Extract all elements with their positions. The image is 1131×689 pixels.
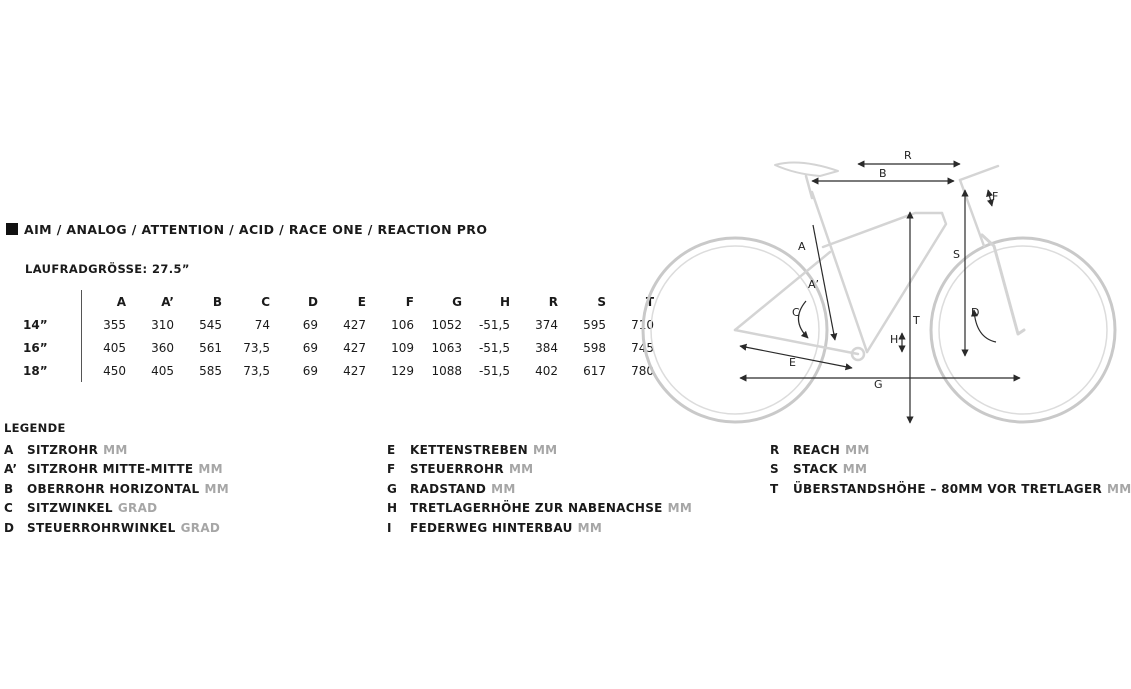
top-tube [823, 213, 942, 247]
fork [982, 235, 1024, 334]
legend-unit: MM [845, 442, 870, 457]
legend-item [4, 479, 229, 499]
legend-key: I [387, 520, 392, 535]
table-cell: -51,5 [478, 340, 510, 355]
legend-key: A’ [4, 462, 18, 477]
legend-item [387, 518, 692, 538]
label-r: R [904, 149, 912, 162]
table-cell: 405 [103, 340, 126, 355]
column-header: B [212, 294, 222, 309]
table-cell: 402 [535, 363, 558, 378]
table-cell: 617 [583, 363, 606, 378]
legend-key: F [387, 462, 396, 477]
legend-item [387, 479, 692, 499]
legend-unit: GRAD [117, 501, 158, 516]
seat-stay [735, 252, 830, 330]
legend-key: D [4, 520, 15, 535]
table-cell: 1052 [431, 317, 462, 332]
dimension-labels [789, 149, 998, 391]
table-header-row [20, 290, 658, 313]
legend-title: LEGENDE [4, 421, 66, 435]
table-row [20, 359, 658, 382]
label-g: G [874, 378, 883, 391]
geometry-table [20, 290, 658, 382]
table-cell: 427 [343, 317, 366, 332]
column-header: F [405, 294, 414, 309]
label-a: A [798, 240, 806, 253]
legend-item [387, 460, 692, 480]
legend-unit: MM [577, 520, 603, 535]
legend-label: STEUERROHRWINKEL [27, 520, 176, 535]
table-cell: 109 [391, 340, 414, 355]
saddle [775, 163, 838, 176]
legend-item [4, 460, 229, 480]
label-b: B [879, 167, 887, 180]
legend-key: G [387, 481, 398, 496]
table-cell: 106 [391, 317, 414, 332]
legend-label: TRETLAGERHÖHE ZUR NABENACHSE [410, 501, 663, 516]
legend-key: S [770, 462, 779, 477]
model-title [6, 221, 487, 237]
legend-unit: MM [204, 481, 229, 496]
column-header: E [357, 294, 366, 309]
label-s: S [953, 248, 960, 261]
legend-column-1 [4, 440, 229, 538]
column-header: G [452, 294, 462, 309]
legend-unit: MM [667, 501, 693, 516]
table-cell: 780 [631, 363, 654, 378]
legend-label: SITZROHR [27, 442, 99, 457]
column-header: D [308, 294, 318, 309]
legend-unit: GRAD [180, 520, 221, 535]
legend-label: RADSTAND [410, 481, 487, 496]
legend-item [770, 440, 1131, 460]
legend-key: T [770, 481, 779, 496]
legend-key: C [4, 501, 14, 516]
label-d: D [971, 306, 980, 319]
table-cell: 384 [535, 340, 558, 355]
table-cell: -51,5 [478, 317, 510, 332]
seat-tube [812, 192, 867, 352]
column-header: S [597, 294, 606, 309]
legend-unit: MM [508, 462, 534, 477]
table-cell: 585 [199, 363, 222, 378]
legend-key: A [4, 442, 14, 457]
frame-size-cell: 18” [20, 359, 82, 382]
legend-unit: MM [491, 481, 516, 496]
table-cell: 69 [302, 340, 318, 355]
table-cell: 69 [302, 363, 318, 378]
stem [960, 166, 998, 180]
table-cell: -51,5 [478, 363, 510, 378]
legend-item [4, 499, 229, 519]
legend-unit: MM [103, 442, 128, 457]
down-tube [867, 213, 946, 352]
legend-label: FEDERWEG HINTERBAU [410, 520, 573, 535]
table-cell: 74 [254, 317, 270, 332]
table-cell: 69 [302, 317, 318, 332]
model-title-text: AIM / ANALOG / ATTENTION / ACID / RACE ONE / REACTION PRO [24, 221, 488, 237]
label-f: F [992, 190, 999, 203]
table-cell: 1063 [431, 340, 462, 355]
legend-item [770, 479, 1131, 499]
table-cell: 710 [631, 317, 654, 332]
column-header: A [116, 294, 126, 309]
label-e: E [789, 356, 796, 369]
table-cell: 73,5 [243, 340, 270, 355]
table-cell: 374 [535, 317, 558, 332]
table-cell: 598 [583, 340, 606, 355]
legend-item [4, 440, 229, 460]
table-cell: 450 [103, 363, 126, 378]
legend-label: ÜBERSTANDSHÖHE – 80MM VOR TRETLAGER [793, 481, 1102, 496]
legend-key: B [4, 481, 14, 496]
table-cell: 1088 [431, 363, 462, 378]
legend-key: H [387, 501, 398, 516]
legend-item [387, 440, 692, 460]
head-tube [960, 180, 984, 246]
table-cell: 427 [343, 340, 366, 355]
seatpost [806, 176, 812, 198]
legend-unit: MM [198, 462, 223, 477]
legend-unit: MM [532, 442, 558, 457]
legend-label: KETTENSTREBEN [410, 442, 528, 457]
table-cell: 405 [151, 363, 174, 378]
table-cell: 545 [199, 317, 222, 332]
column-header: T [645, 294, 654, 309]
label-t: T [913, 314, 920, 327]
legend-item [387, 499, 692, 519]
column-header: C [261, 294, 270, 309]
table-cell: 73,5 [243, 363, 270, 378]
table-row [20, 336, 658, 359]
legend-unit: MM [842, 462, 868, 477]
column-header: R [548, 294, 558, 309]
title-square-icon [6, 223, 18, 235]
legend-key: R [770, 442, 780, 457]
frame-size-cell: 14” [20, 313, 82, 336]
table-cell: 355 [103, 317, 126, 332]
table-cell: 360 [151, 340, 174, 355]
legend-column-3 [770, 440, 1131, 499]
label-a-prime: A’ [808, 278, 820, 291]
wheel-size-label: LAUFRADGRÖSSE: 27.5” [25, 262, 190, 276]
chain-stay [735, 330, 858, 354]
frame-size-cell: 16” [20, 336, 82, 359]
table-cell: 595 [583, 317, 606, 332]
table-corner-cell [20, 290, 82, 313]
legend-label: SITZROHR MITTE-MITTE [27, 462, 194, 477]
table-cell: 129 [391, 363, 414, 378]
seat-angle-arc [798, 301, 808, 338]
table-cell: 310 [151, 317, 174, 332]
table-cell: 745 [631, 340, 654, 355]
table-cell: 561 [199, 340, 222, 355]
label-h: H [890, 333, 899, 346]
legend-unit: MM [1106, 481, 1131, 496]
label-c: C [792, 306, 800, 319]
legend-label: REACH [793, 442, 841, 457]
legend-item [770, 460, 1131, 480]
bike-geometry-diagram [640, 148, 1118, 434]
table-row [20, 313, 658, 336]
legend-key: E [387, 442, 396, 457]
table-cell: 427 [343, 363, 366, 378]
legend-item [4, 518, 229, 538]
legend-label: SITZWINKEL [27, 501, 113, 516]
legend-label: OBERROHR HORIZONTAL [27, 481, 200, 496]
legend-label: STACK [793, 462, 838, 477]
legend-label: STEUERROHR [410, 462, 504, 477]
column-header: A’ [161, 294, 174, 309]
column-header: H [499, 294, 510, 309]
legend-column-2 [387, 440, 692, 538]
